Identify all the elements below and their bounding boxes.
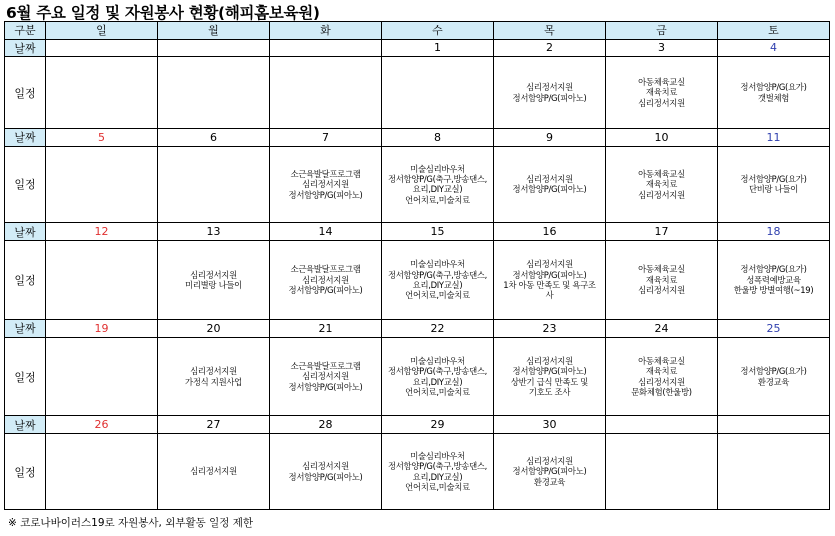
schedule-cell xyxy=(718,146,830,223)
date-cell: 21 xyxy=(270,319,382,337)
event-line: 심리정서지원 xyxy=(526,455,573,466)
event-line: 언어치료,미술치료 xyxy=(405,290,470,301)
schedule-row-week-4 xyxy=(5,337,830,416)
event-line: 심리정서지원 xyxy=(190,366,237,377)
event-line: 정서함양P/G(피아노) xyxy=(288,189,363,200)
date-cell: 25 xyxy=(718,319,830,337)
schedule-cell xyxy=(158,337,270,416)
event-line: 정서함양P/G(피아노) xyxy=(288,381,363,392)
schedule-cell xyxy=(494,57,606,129)
date-cell: 7 xyxy=(270,128,382,146)
schedule-cell xyxy=(718,241,830,320)
date-row-label: 날짜 xyxy=(5,223,46,241)
schedule-row-label: 일정 xyxy=(5,146,46,223)
schedule-cell xyxy=(382,434,494,510)
schedule-cell xyxy=(270,337,382,416)
date-cell: 12 xyxy=(46,223,158,241)
date-cell: 28 xyxy=(270,416,382,434)
event-line: 요리,DIY교실) xyxy=(412,471,463,482)
date-row-week-2 xyxy=(5,128,830,146)
date-cell: 9 xyxy=(494,128,606,146)
event-line: 정서함양P/G(요가) xyxy=(740,82,807,93)
event-line: 성폭력예방교육 xyxy=(746,274,801,285)
event-line: 심리정서지원 xyxy=(302,371,349,382)
schedule-cell xyxy=(46,241,158,320)
footnote: ※ 코로나바이러스19로 자원봉사, 외부활동 일정 제한 xyxy=(8,517,254,529)
header-day-wednesday: 수 xyxy=(382,22,494,40)
event-line: 심리정서지원 xyxy=(302,179,349,190)
date-cell: 5 xyxy=(46,128,158,146)
date-cell: 23 xyxy=(494,319,606,337)
date-row-label: 날짜 xyxy=(5,128,46,146)
date-cell: 30 xyxy=(494,416,606,434)
schedule-row-week-3 xyxy=(5,241,830,320)
schedule-cell xyxy=(46,57,158,129)
date-cell: 4 xyxy=(718,39,830,57)
schedule-cell xyxy=(270,146,382,223)
event-line: 정서함양P/G(축구,방송댄스, xyxy=(387,461,488,472)
schedule-row-label: 일정 xyxy=(5,241,46,320)
event-line: 심리정서지원 xyxy=(638,97,685,108)
event-line: 정서함양P/G(피아노) xyxy=(512,92,587,103)
event-line: 재육치료 xyxy=(645,274,678,285)
schedule-cell xyxy=(606,241,718,320)
date-row-week-4 xyxy=(5,319,830,337)
event-line: 정서함양P/G(요가) xyxy=(740,264,807,275)
event-line: 아동체육교실 xyxy=(638,264,685,275)
event-line: 문화체험(한울방) xyxy=(631,386,692,397)
date-cell: 15 xyxy=(382,223,494,241)
event-line: 정서함양P/G(축구,방송댄스, xyxy=(387,366,488,377)
schedule-cell xyxy=(382,241,494,320)
event-line: 심리정서지원 xyxy=(638,285,685,296)
date-cell: 27 xyxy=(158,416,270,434)
event-line: 미술심리바우처 xyxy=(410,259,465,270)
event-line: 심리정서지원 xyxy=(302,461,349,472)
schedule-cell xyxy=(718,434,830,510)
event-line: 미술심리바우처 xyxy=(410,163,465,174)
event-line: 심리정서지원 xyxy=(638,189,685,200)
date-cell xyxy=(158,39,270,57)
event-line: 사 xyxy=(545,290,554,301)
event-line: 정서함양P/G(피아노) xyxy=(288,471,363,482)
date-cell: 19 xyxy=(46,319,158,337)
schedule-cell xyxy=(158,241,270,320)
header-day-tuesday: 화 xyxy=(270,22,382,40)
event-line: 언어치료,미술치료 xyxy=(405,481,470,492)
schedule-cell xyxy=(606,434,718,510)
header-day-sunday: 일 xyxy=(46,22,158,40)
event-line: 1차 아동 만족도 및 욕구조 xyxy=(503,279,596,290)
date-row-label: 날짜 xyxy=(5,319,46,337)
date-row-label: 날짜 xyxy=(5,416,46,434)
date-cell xyxy=(46,39,158,57)
date-cell: 8 xyxy=(382,128,494,146)
schedule-cell xyxy=(270,57,382,129)
schedule-row-week-2 xyxy=(5,146,830,223)
schedule-cell xyxy=(494,337,606,416)
schedule-cell xyxy=(494,146,606,223)
event-line: 소근육발달프로그램 xyxy=(290,360,361,371)
event-line: 심리정서지원 xyxy=(526,355,573,366)
event-line: 언어치료,미술치료 xyxy=(405,386,470,397)
schedule-cell xyxy=(382,146,494,223)
event-line: 환경교육 xyxy=(533,476,566,487)
event-line: 심리정서지원 xyxy=(526,174,573,185)
event-line: 심리정서지원 xyxy=(638,376,685,387)
event-line: 정서함양P/G(피아노) xyxy=(512,269,587,280)
event-line: 단비랑 나들이 xyxy=(748,184,799,195)
event-line: 요리,DIY교실) xyxy=(412,376,463,387)
schedule-calendar xyxy=(4,21,830,510)
schedule-cell xyxy=(606,337,718,416)
date-cell: 22 xyxy=(382,319,494,337)
date-cell xyxy=(718,416,830,434)
event-line: 재육치료 xyxy=(645,87,678,98)
schedule-cell xyxy=(718,337,830,416)
event-line: 정서함양P/G(피아노) xyxy=(288,285,363,296)
event-line: 아동체육교실 xyxy=(638,168,685,179)
schedule-cell xyxy=(718,57,830,129)
schedule-cell xyxy=(158,57,270,129)
date-row-week-1 xyxy=(5,39,830,57)
header-day-thursday: 목 xyxy=(494,22,606,40)
event-line: 재육치료 xyxy=(645,366,678,377)
date-cell: 11 xyxy=(718,128,830,146)
date-cell: 13 xyxy=(158,223,270,241)
header-label: 구분 xyxy=(5,22,46,40)
event-line: 소근육발달프로그램 xyxy=(290,264,361,275)
date-cell xyxy=(270,39,382,57)
schedule-row-label: 일정 xyxy=(5,57,46,129)
event-line: 미술심리바우처 xyxy=(410,355,465,366)
schedule-cell xyxy=(158,146,270,223)
event-line: 심리정서지원 xyxy=(190,269,237,280)
page-title: 6월 주요 일정 및 자원봉사 현황(해피홈보육원) xyxy=(6,4,320,22)
event-line: 정서함양P/G(요가) xyxy=(740,174,807,185)
date-cell: 17 xyxy=(606,223,718,241)
date-cell: 10 xyxy=(606,128,718,146)
schedule-row-label: 일정 xyxy=(5,434,46,510)
event-line: 미리별랑 나들이 xyxy=(185,279,242,290)
event-line: 상반기 급식 만족도 및 xyxy=(510,376,589,387)
event-line: 한울방 방별여행(~19) xyxy=(733,285,814,296)
schedule-cell xyxy=(270,241,382,320)
header-day-saturday: 토 xyxy=(718,22,830,40)
event-line: 요리,DIY교실) xyxy=(412,184,463,195)
event-line: 미술심리바우처 xyxy=(410,450,465,461)
event-line: 정서함양P/G(축구,방송댄스, xyxy=(387,174,488,185)
event-line: 환경교육 xyxy=(757,376,790,387)
schedule-row-week-5 xyxy=(5,434,830,510)
date-cell: 14 xyxy=(270,223,382,241)
date-cell: 2 xyxy=(494,39,606,57)
schedule-row-label: 일정 xyxy=(5,337,46,416)
event-line: 아동체육교실 xyxy=(638,355,685,366)
date-row-week-3 xyxy=(5,223,830,241)
date-cell: 3 xyxy=(606,39,718,57)
header-day-friday: 금 xyxy=(606,22,718,40)
date-cell: 1 xyxy=(382,39,494,57)
date-cell: 6 xyxy=(158,128,270,146)
date-cell: 20 xyxy=(158,319,270,337)
schedule-cell xyxy=(158,434,270,510)
event-line: 정서함양P/G(피아노) xyxy=(512,366,587,377)
schedule-cell xyxy=(606,146,718,223)
date-row-label: 날짜 xyxy=(5,39,46,57)
schedule-cell xyxy=(382,57,494,129)
event-line: 요리,DIY교실) xyxy=(412,279,463,290)
schedule-cell xyxy=(46,434,158,510)
schedule-cell xyxy=(606,57,718,129)
event-line: 소근육발달프로그램 xyxy=(290,168,361,179)
date-cell: 26 xyxy=(46,416,158,434)
event-line: 심리정서지원 xyxy=(190,466,237,477)
event-line: 심리정서지원 xyxy=(526,82,573,93)
event-line: 심리정서지원 xyxy=(302,274,349,285)
date-row-week-5 xyxy=(5,416,830,434)
date-cell: 16 xyxy=(494,223,606,241)
schedule-cell xyxy=(494,241,606,320)
event-line: 재육치료 xyxy=(645,179,678,190)
schedule-row-week-1 xyxy=(5,57,830,129)
date-cell: 24 xyxy=(606,319,718,337)
calendar-body xyxy=(5,22,830,510)
event-line: 가정식 지원사업 xyxy=(185,376,242,387)
event-line: 정서함양P/G(요가) xyxy=(740,366,807,377)
event-line: 심리정서지원 xyxy=(526,259,573,270)
schedule-cell xyxy=(46,337,158,416)
date-cell: 18 xyxy=(718,223,830,241)
schedule-cell xyxy=(270,434,382,510)
header-day-monday: 월 xyxy=(158,22,270,40)
schedule-cell xyxy=(382,337,494,416)
event-line: 기호도 조사 xyxy=(528,386,571,397)
event-line: 정서함양P/G(피아노) xyxy=(512,184,587,195)
event-line: 갯벌체험 xyxy=(757,92,790,103)
event-line: 아동체육교실 xyxy=(638,76,685,87)
schedule-cell xyxy=(46,146,158,223)
date-cell: 29 xyxy=(382,416,494,434)
event-line: 언어치료,미술치료 xyxy=(405,194,470,205)
schedule-cell xyxy=(494,434,606,510)
event-line: 정서함양P/G(축구,방송댄스, xyxy=(387,269,488,280)
date-cell xyxy=(606,416,718,434)
event-line: 정서함양P/G(피아노) xyxy=(512,466,587,477)
header-row xyxy=(5,22,830,40)
